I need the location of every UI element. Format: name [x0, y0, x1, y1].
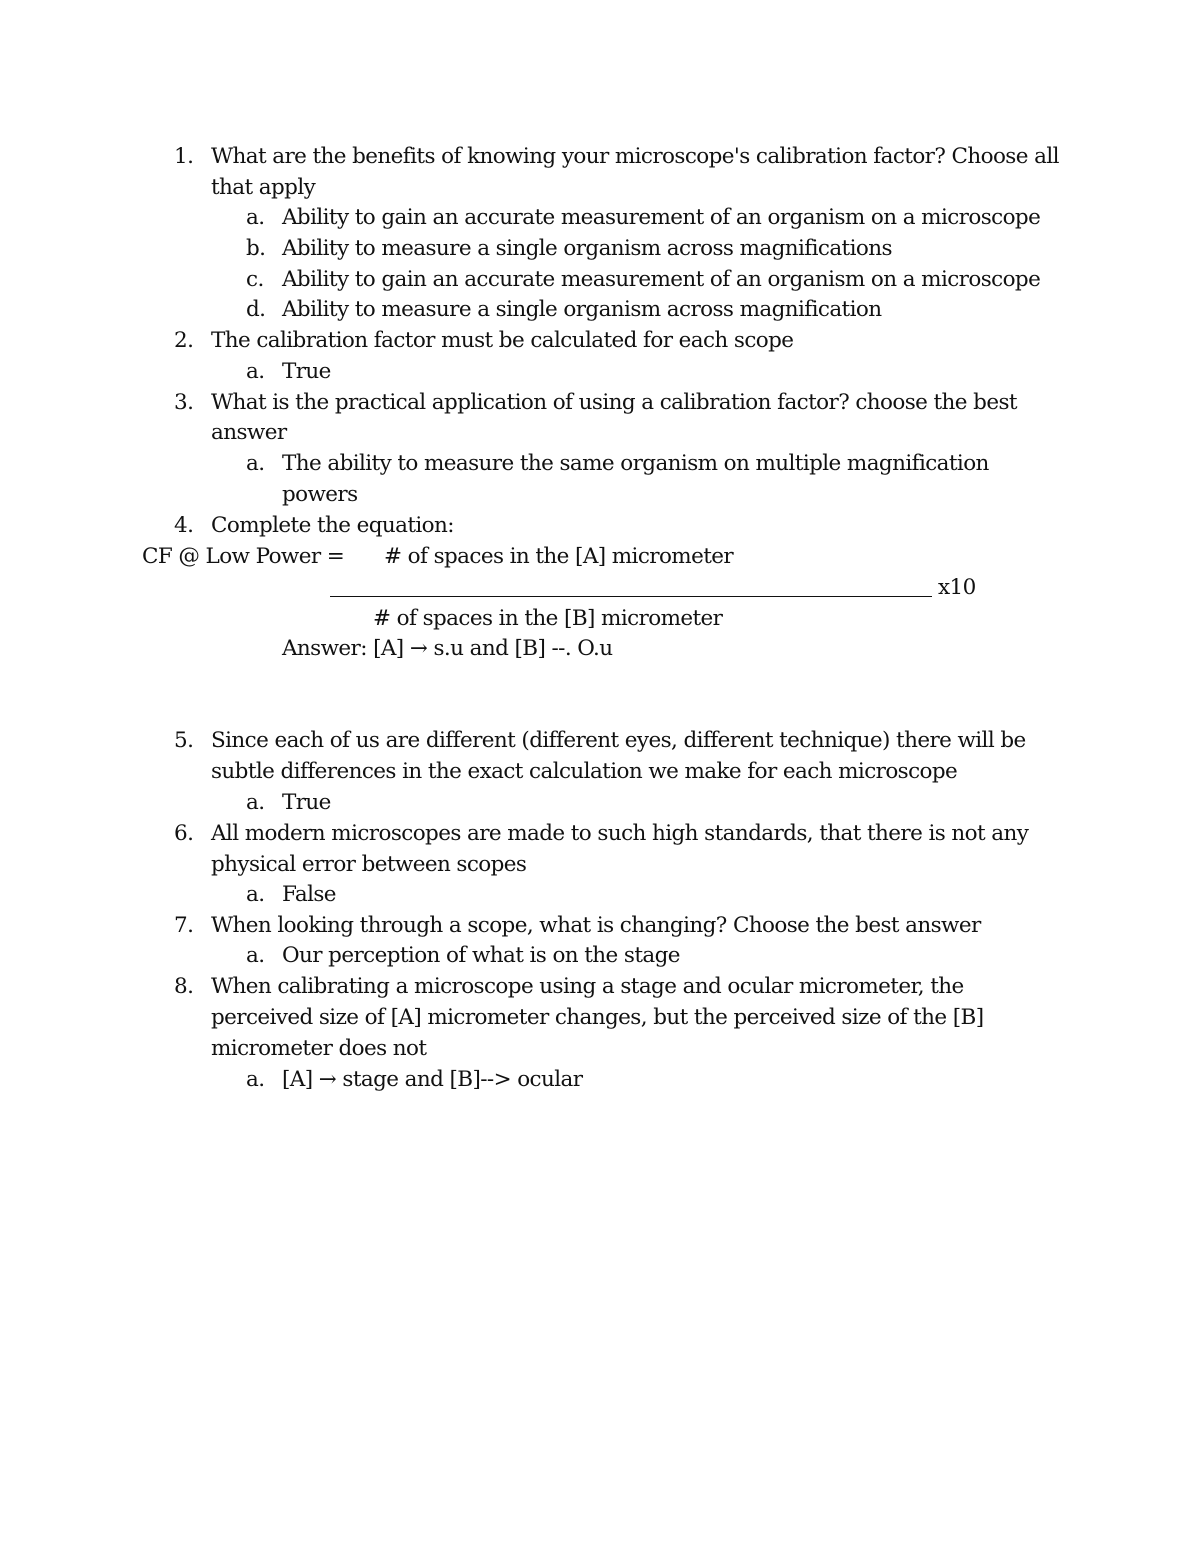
question-2-number: 2.	[174, 328, 194, 353]
equation-denominator: # of spaces in the [B] micrometer	[373, 606, 723, 631]
question-3-text-line-1: What is the practical application of using a calibration factor? choose the best	[211, 390, 1017, 415]
question-1-option-b-text: Ability to measure a single organism across magnifications	[282, 236, 892, 261]
equation-answer: Answer: [A] → s.u and [B] --. O.u	[282, 636, 613, 661]
question-1-number: 1.	[174, 144, 194, 169]
equation-numerator: # of spaces in the [A] micrometer	[384, 544, 734, 569]
question-7-text-line-1: When looking through a scope, what is changing? Choose the best answer	[211, 913, 981, 938]
question-6-text-line-1: All modern microscopes are made to such high standards, that there is not any	[211, 821, 1029, 846]
question-8-option-a-text: [A] → stage and [B]--> ocular	[282, 1067, 583, 1092]
question-1-option-a-letter: a.	[246, 205, 265, 230]
question-1-option-d-text: Ability to measure a single organism across magnification	[282, 297, 882, 322]
question-7-option-a-letter: a.	[246, 943, 265, 968]
question-6-option-a-text: False	[282, 882, 336, 907]
question-2-option-a-text: True	[282, 359, 331, 384]
question-3-option-a-text-line-1: The ability to measure the same organism on multiple magnification	[282, 451, 989, 476]
question-3-text-line-2: answer	[211, 420, 287, 445]
question-1-text-line-1: What are the benefits of knowing your microscope's calibration factor? Choose all	[211, 144, 1059, 169]
equation-lhs: CF @ Low Power =	[142, 544, 345, 569]
question-4-text-line-1: Complete the equation:	[211, 513, 454, 538]
question-5-option-a-letter: a.	[246, 790, 265, 815]
question-5-option-a-text: True	[282, 790, 331, 815]
question-1-option-c-letter: c.	[246, 267, 264, 292]
question-3-option-a-letter: a.	[246, 451, 265, 476]
question-8-text-line-3: micrometer does not	[211, 1036, 427, 1061]
question-8-number: 8.	[174, 974, 194, 999]
question-1-option-a-text: Ability to gain an accurate measurement of an organism on a microscope	[282, 205, 1041, 230]
question-6-number: 6.	[174, 821, 194, 846]
question-8-option-a-letter: a.	[246, 1067, 265, 1092]
fraction-bar	[330, 596, 932, 597]
equation-multiplier: x10	[938, 575, 976, 600]
question-7-option-a-text: Our perception of what is on the stage	[282, 943, 680, 968]
question-2-text-line-1: The calibration factor must be calculated for each scope	[211, 328, 794, 353]
question-1-option-c-text: Ability to gain an accurate measurement of an organism on a microscope	[282, 267, 1041, 292]
question-1-option-d-letter: d.	[246, 297, 266, 322]
question-5-text-line-1: Since each of us are different (different eyes, different technique) there will be	[211, 728, 1026, 753]
question-6-option-a-letter: a.	[246, 882, 265, 907]
question-1-text-line-2: that apply	[211, 175, 316, 200]
question-8-text-line-2: perceived size of [A] micrometer changes, but the perceived size of the [B]	[211, 1005, 984, 1030]
question-5-text-line-2: subtle differences in the exact calculation we make for each microscope	[211, 759, 958, 784]
question-6-text-line-2: physical error between scopes	[211, 852, 527, 877]
question-2-option-a-letter: a.	[246, 359, 265, 384]
question-3-number: 3.	[174, 390, 194, 415]
question-3-option-a-text-line-2: powers	[282, 482, 358, 507]
question-1-option-b-letter: b.	[246, 236, 266, 261]
question-8-text-line-1: When calibrating a microscope using a stage and ocular micrometer, the	[211, 974, 964, 999]
question-5-number: 5.	[174, 728, 194, 753]
question-7-number: 7.	[174, 913, 194, 938]
question-4-number: 4.	[174, 513, 194, 538]
